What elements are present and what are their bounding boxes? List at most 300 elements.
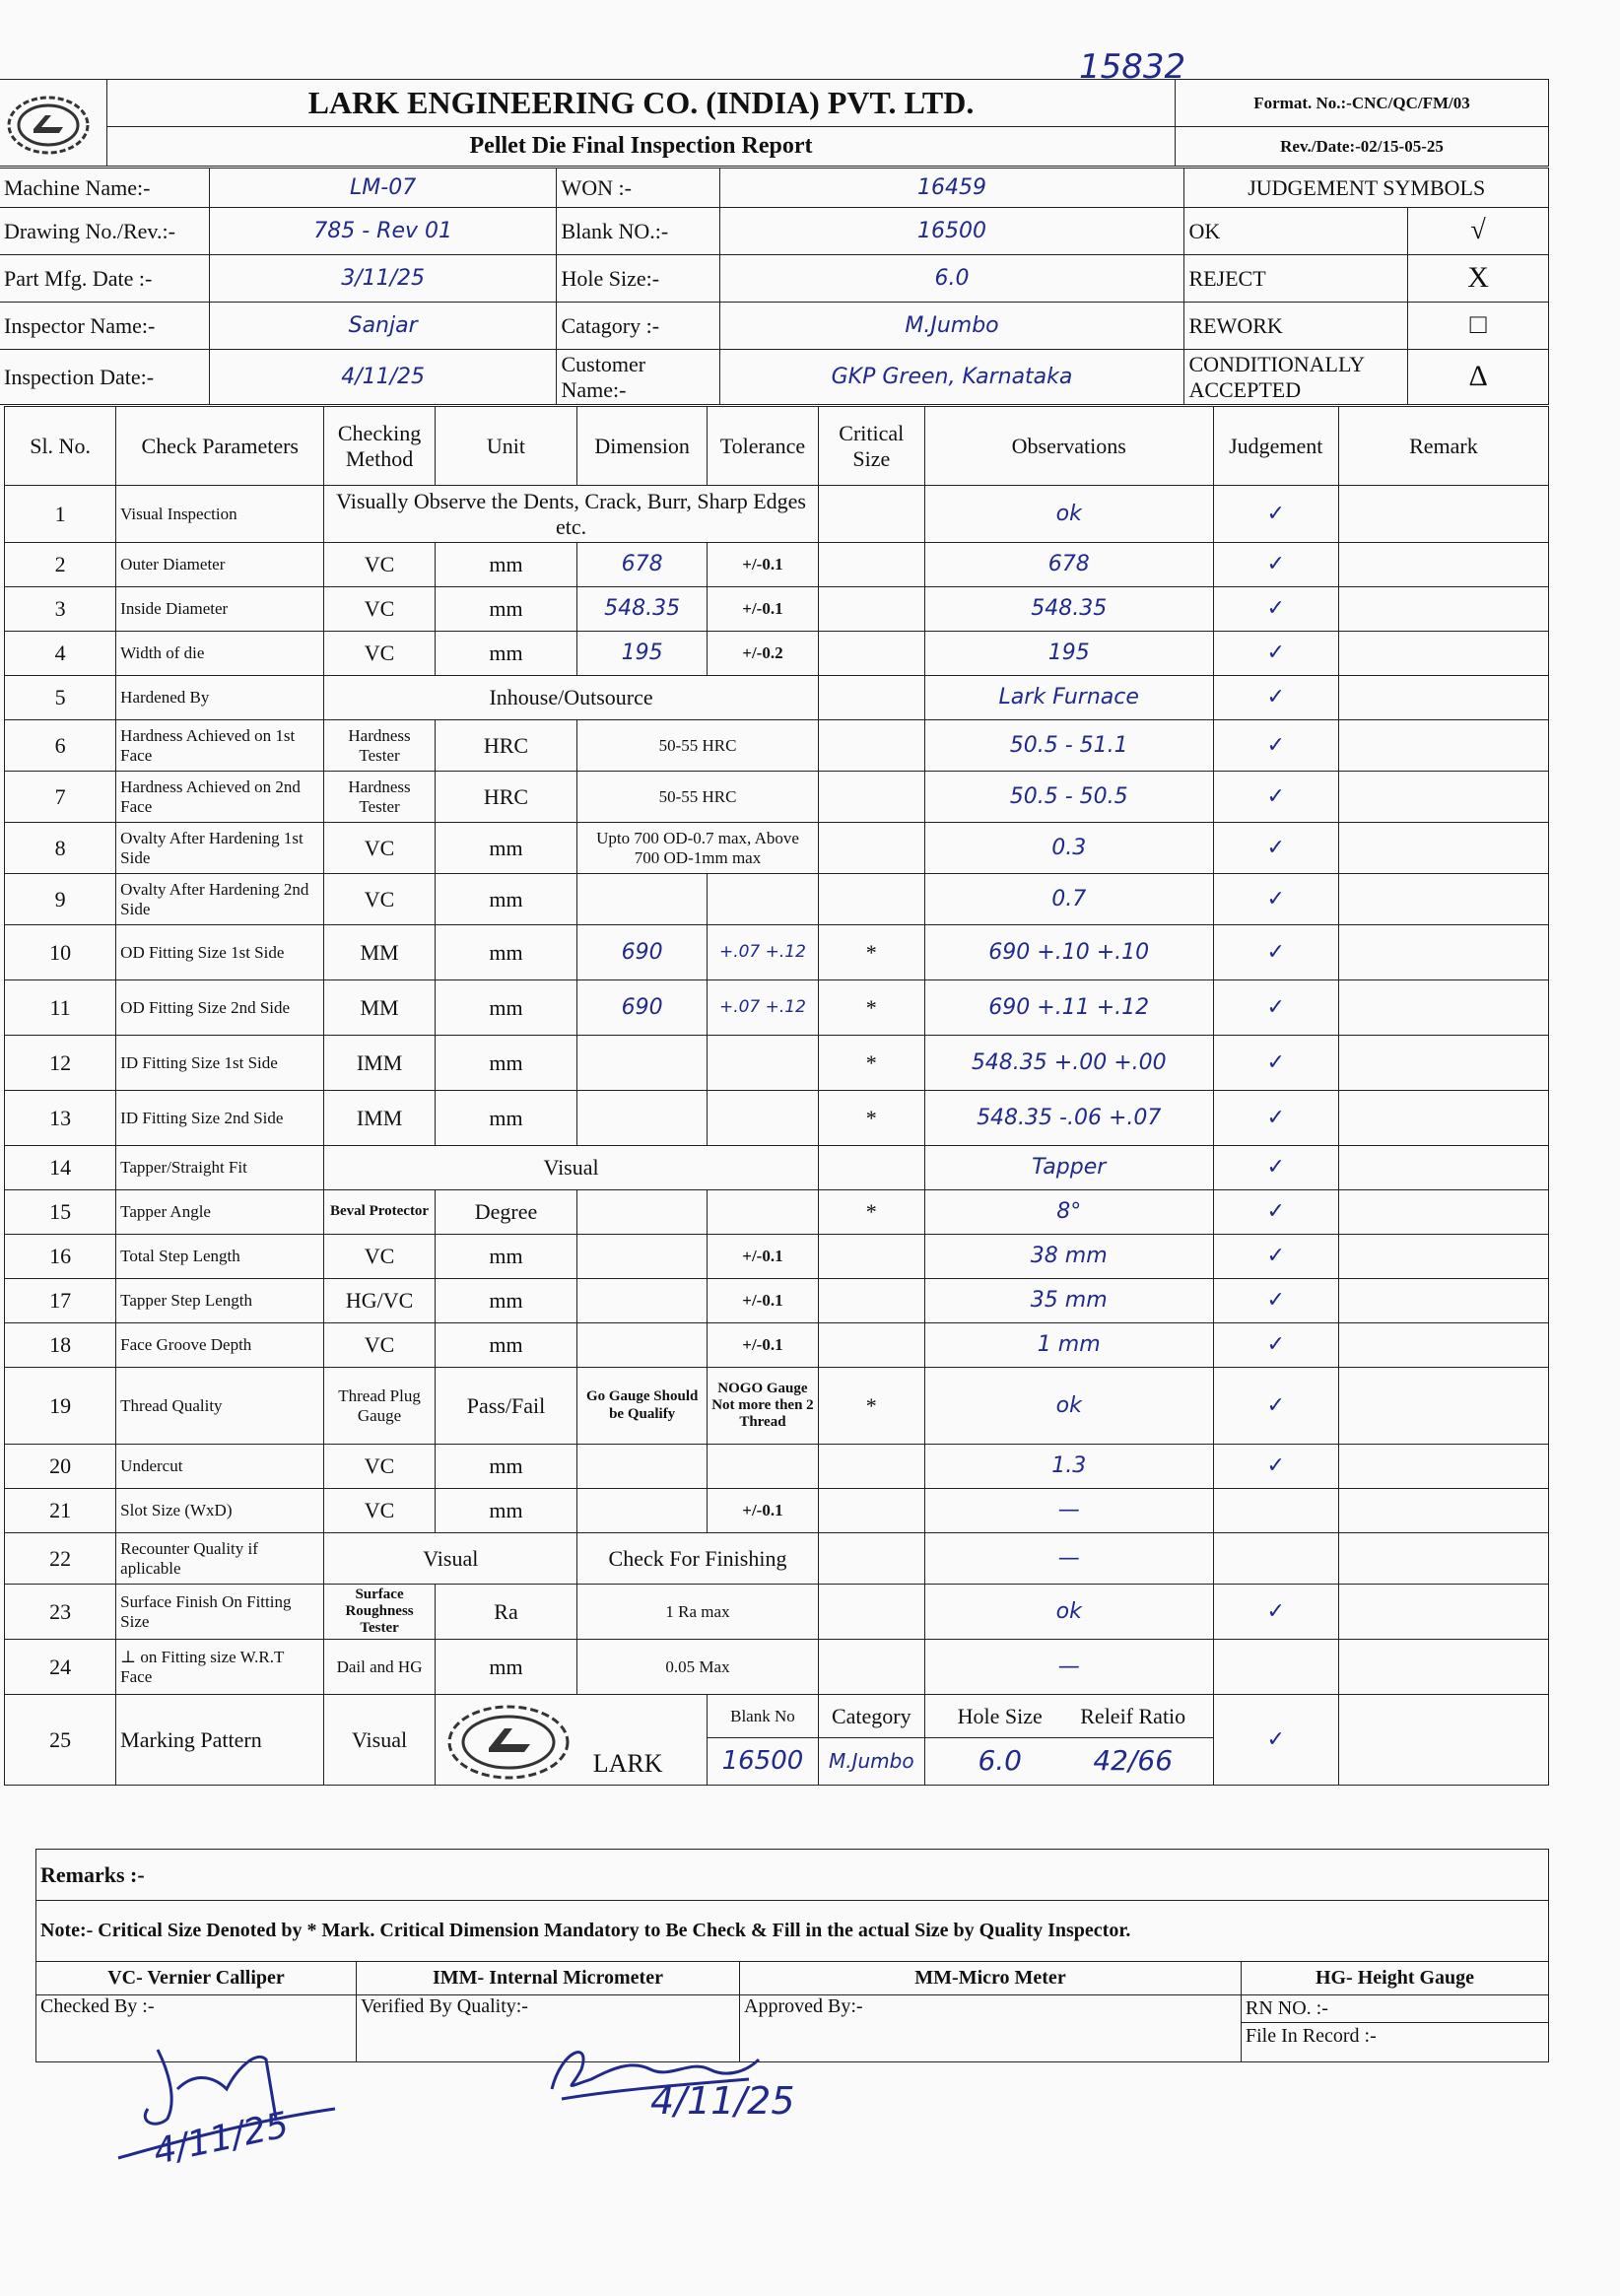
row-sl-no: 9 xyxy=(5,874,116,925)
table-row xyxy=(5,1640,1549,1695)
inspector-value: Sanjar xyxy=(209,303,557,350)
table-row xyxy=(5,1235,1549,1279)
row-critical xyxy=(818,1640,924,1695)
table-row xyxy=(5,1036,1549,1091)
judgement-symbols-title: JUDGEMENT SYMBOLS xyxy=(1184,169,1549,208)
row-observation: 38 mm xyxy=(924,1235,1213,1279)
row-checking-method: IMM xyxy=(324,1091,435,1146)
row-unit: mm xyxy=(435,925,576,980)
inspection-date-value: 4/11/25 xyxy=(209,350,557,405)
row-sl-no: 19 xyxy=(5,1368,116,1445)
inspection-date-label: Inspection Date:- xyxy=(0,350,209,405)
row-checking-method: IMM xyxy=(324,1036,435,1091)
row-remark xyxy=(1338,1489,1548,1533)
row-sl-no: 13 xyxy=(5,1091,116,1146)
category-label: Catagory :- xyxy=(557,303,719,350)
row-critical xyxy=(818,1533,924,1585)
table-row xyxy=(5,587,1549,632)
row-unit: HRC xyxy=(435,772,576,823)
verified-by-label: Verified By Quality:- xyxy=(357,1995,740,2062)
row-checking-method: VC xyxy=(324,823,435,874)
row-check-parameter: Inside Diameter xyxy=(116,587,324,632)
row-remark xyxy=(1338,720,1548,772)
row-checking-method: Dail and HG xyxy=(324,1640,435,1695)
row-observation: 678 xyxy=(924,543,1213,587)
row-checking-method: VC xyxy=(324,1445,435,1489)
row-checking-method: Thread Plug Gauge xyxy=(324,1368,435,1445)
row-unit: mm xyxy=(435,1091,576,1146)
col-remark: Remark xyxy=(1338,407,1548,486)
row-observation: 0.3 xyxy=(924,823,1213,874)
row-tolerance xyxy=(708,874,819,925)
hole-value: 6.0 xyxy=(719,255,1184,303)
row-tolerance: +/-0.1 xyxy=(708,1235,819,1279)
row-observation: ok xyxy=(924,486,1213,543)
table-row xyxy=(5,720,1549,772)
row-observation: 0.7 xyxy=(924,874,1213,925)
row-judgement: ✓ xyxy=(1213,772,1338,823)
row-critical: * xyxy=(818,980,924,1036)
row-remark xyxy=(1338,1445,1548,1489)
row-observation: ok xyxy=(924,1585,1213,1640)
row-check-parameter: Ovalty After Hardening 2nd Side xyxy=(116,874,324,925)
legend-mm: MM-Micro Meter xyxy=(740,1962,1242,1995)
marking-lark-text: LARK xyxy=(592,1749,663,1779)
table-row xyxy=(5,1279,1549,1323)
row-critical xyxy=(818,632,924,676)
row-method-span: Visual xyxy=(324,1146,818,1190)
row-unit: mm xyxy=(435,1279,576,1323)
col-check-parameters: Check Parameters xyxy=(116,407,324,486)
header-fields-table xyxy=(0,168,1549,405)
marking-remark xyxy=(1338,1695,1548,1786)
row-check-parameter: Hardened By xyxy=(116,676,324,720)
row-check-parameter: Thread Quality xyxy=(116,1368,324,1445)
row-remark xyxy=(1338,1146,1548,1190)
row-unit: mm xyxy=(435,1036,576,1091)
record-cell xyxy=(1242,1995,1549,2062)
row-check-parameter: OD Fitting Size 2nd Side xyxy=(116,980,324,1036)
judge-reject-label: REJECT xyxy=(1184,255,1408,303)
row-tolerance xyxy=(708,1445,819,1489)
row-critical xyxy=(818,1146,924,1190)
row-observation: 1.3 xyxy=(924,1445,1213,1489)
row-checking-method: VC xyxy=(324,632,435,676)
row-dimension xyxy=(577,1190,708,1235)
rn-no-label: RN NO. :- xyxy=(1242,1995,1548,2023)
legend-hg: HG- Height Gauge xyxy=(1242,1962,1549,1995)
drawing-label: Drawing No./Rev.:- xyxy=(0,208,209,255)
row-unit: mm xyxy=(435,587,576,632)
row-check-parameter: ID Fitting Size 1st Side xyxy=(116,1036,324,1091)
row-judgement: ✓ xyxy=(1213,632,1338,676)
format-no: Format. No.:-CNC/QC/FM/03 xyxy=(1176,80,1549,127)
marking-header-group xyxy=(924,1695,1213,1738)
row-check-parameter: Tapper Step Length xyxy=(116,1279,324,1323)
row-judgement: ✓ xyxy=(1213,1279,1338,1323)
row-tolerance xyxy=(708,1190,819,1235)
row-tolerance xyxy=(708,1091,819,1146)
row-unit: mm xyxy=(435,632,576,676)
row-judgement xyxy=(1213,1533,1338,1585)
row-unit: mm xyxy=(435,980,576,1036)
row-judgement xyxy=(1213,1640,1338,1695)
row-dim-tol: 0.05 Max xyxy=(577,1640,819,1695)
row-sl-no: 5 xyxy=(5,676,116,720)
row-tolerance: +/-0.2 xyxy=(708,632,819,676)
row-dimension xyxy=(577,874,708,925)
row-check-parameter: ⊥ on Fitting size W.R.T Face xyxy=(116,1640,324,1695)
row-remark xyxy=(1338,1036,1548,1091)
row-sl-no: 2 xyxy=(5,543,116,587)
row-remark xyxy=(1338,486,1548,543)
row-critical xyxy=(818,772,924,823)
inspection-table xyxy=(4,406,1549,1786)
row-sl-no: 10 xyxy=(5,925,116,980)
row-observation: 195 xyxy=(924,632,1213,676)
row-remark xyxy=(1338,1190,1548,1235)
row-checking-method: VC xyxy=(324,1235,435,1279)
row-unit: mm xyxy=(435,1235,576,1279)
table-row xyxy=(5,1445,1549,1489)
company-logo-icon xyxy=(4,94,93,157)
category-value: M.Jumbo xyxy=(719,303,1184,350)
row-remark xyxy=(1338,543,1548,587)
file-in-record-label: File In Record :- xyxy=(1246,2025,1377,2047)
row-observation: 548.35 +.00 +.00 xyxy=(924,1036,1213,1091)
row-remark xyxy=(1338,676,1548,720)
row-observation: 548.35 xyxy=(924,587,1213,632)
col-sl-no: Sl. No. xyxy=(5,407,116,486)
row-dimension xyxy=(577,1323,708,1368)
row-dim-tol: Upto 700 OD-0.7 max, Above 700 OD-1mm max xyxy=(577,823,819,874)
hole-label: Hole Size:- xyxy=(557,255,719,303)
row-observation: 690 +.10 +.10 xyxy=(924,925,1213,980)
judge-reject-symbol: X xyxy=(1408,255,1549,303)
row-judgement: ✓ xyxy=(1213,1323,1338,1368)
col-judgement: Judgement xyxy=(1213,407,1338,486)
row-sl-no: 22 xyxy=(5,1533,116,1585)
marking-logo-icon xyxy=(439,1703,587,1782)
row-sl-no: 3 xyxy=(5,587,116,632)
marking-header-relief: Releif Ratio xyxy=(1080,1703,1186,1728)
table-row xyxy=(5,1190,1549,1235)
row-judgement xyxy=(1213,1489,1338,1533)
machine-name-value: LM-07 xyxy=(209,169,557,208)
legend-vc: VC- Vernier Calliper xyxy=(36,1962,357,1995)
row-unit: mm xyxy=(435,1323,576,1368)
report-title: Pellet Die Final Inspection Report xyxy=(107,127,1176,167)
logo-cell xyxy=(0,80,107,167)
row-observation: 8° xyxy=(924,1190,1213,1235)
row-observation: 1 mm xyxy=(924,1323,1213,1368)
checked-by-label: Checked By :- xyxy=(36,1995,357,2062)
marking-value-relief: 42/66 xyxy=(1093,1744,1174,1778)
row-observation: 548.35 -.06 +.07 xyxy=(924,1091,1213,1146)
marking-header-blank: Blank No xyxy=(708,1695,819,1738)
table-row xyxy=(5,1533,1549,1585)
rev-date: Rev./Date:-02/15-05-25 xyxy=(1176,127,1549,167)
marking-param: Marking Pattern xyxy=(116,1695,324,1786)
row-dimension: 195 xyxy=(577,632,708,676)
row-judgement: ✓ xyxy=(1213,1190,1338,1235)
row-check-parameter: Recounter Quality if aplicable xyxy=(116,1533,324,1585)
row-judgement: ✓ xyxy=(1213,720,1338,772)
judge-rework-label: REWORK xyxy=(1184,303,1408,350)
row-observation: — xyxy=(924,1533,1213,1585)
row-judgement: ✓ xyxy=(1213,1146,1338,1190)
table-row xyxy=(5,1146,1549,1190)
col-observations: Observations xyxy=(924,407,1213,486)
row-check-parameter: Tapper Angle xyxy=(116,1190,324,1235)
row-judgement: ✓ xyxy=(1213,486,1338,543)
row-observation: — xyxy=(924,1640,1213,1695)
remarks-label: Remarks :- xyxy=(36,1850,1549,1901)
table-row xyxy=(5,1091,1549,1146)
row-check-parameter: Outer Diameter xyxy=(116,543,324,587)
table-row xyxy=(5,772,1549,823)
row-sl-no: 14 xyxy=(5,1146,116,1190)
row-dimension: Go Gauge Should be Qualify xyxy=(577,1368,708,1445)
table-row xyxy=(5,980,1549,1036)
row-tolerance xyxy=(708,1036,819,1091)
row-checking-method: VC xyxy=(324,874,435,925)
row-observation: 690 +.11 +.12 xyxy=(924,980,1213,1036)
marking-header-category: Category xyxy=(818,1695,924,1738)
row-critical xyxy=(818,1323,924,1368)
row-observation: 50.5 - 50.5 xyxy=(924,772,1213,823)
row-checking-method: MM xyxy=(324,980,435,1036)
row-remark xyxy=(1338,1585,1548,1640)
row-unit: mm xyxy=(435,823,576,874)
marking-logo-cell xyxy=(435,1695,707,1786)
judge-ok-label: OK xyxy=(1184,208,1408,255)
marking-method: Visual xyxy=(324,1695,435,1786)
judge-rework-symbol: □ xyxy=(1408,303,1549,350)
drawing-value: 785 - Rev 01 xyxy=(209,208,557,255)
row-judgement: ✓ xyxy=(1213,676,1338,720)
marking-row-top xyxy=(5,1695,1549,1738)
row-observation: 50.5 - 51.1 xyxy=(924,720,1213,772)
row-check-parameter: ID Fitting Size 2nd Side xyxy=(116,1091,324,1146)
row-remark xyxy=(1338,925,1548,980)
row-remark xyxy=(1338,1368,1548,1445)
row-remark xyxy=(1338,772,1548,823)
row-remark xyxy=(1338,1323,1548,1368)
row-unit: mm xyxy=(435,1489,576,1533)
part-mfg-value: 3/11/25 xyxy=(209,255,557,303)
table-row xyxy=(5,543,1549,587)
blank-label: Blank NO.:- xyxy=(557,208,719,255)
row-tolerance: +/-0.1 xyxy=(708,1323,819,1368)
row-check-parameter: Hardness Achieved on 2nd Face xyxy=(116,772,324,823)
table-row xyxy=(5,1585,1549,1640)
marking-value-hole: 6.0 xyxy=(978,1744,1022,1778)
row-checking-method: VC xyxy=(324,1489,435,1533)
row-sl-no: 15 xyxy=(5,1190,116,1235)
row-dimension xyxy=(577,1489,708,1533)
row-critical: * xyxy=(818,1190,924,1235)
row-unit: mm xyxy=(435,1445,576,1489)
row-critical xyxy=(818,543,924,587)
won-value: 16459 xyxy=(719,169,1184,208)
company-name: LARK ENGINEERING CO. (INDIA) PVT. LTD. xyxy=(107,80,1176,127)
row-unit: HRC xyxy=(435,720,576,772)
table-row xyxy=(5,1368,1549,1445)
row-checking-method: Surface Roughness Tester xyxy=(324,1585,435,1640)
row-critical xyxy=(818,823,924,874)
row-sl-no: 7 xyxy=(5,772,116,823)
row-remark xyxy=(1338,874,1548,925)
row-sl-no: 17 xyxy=(5,1279,116,1323)
judge-ok-symbol: √ xyxy=(1408,208,1549,255)
row-judgement: ✓ xyxy=(1213,823,1338,874)
row-remark xyxy=(1338,1235,1548,1279)
row-sl-no: 11 xyxy=(5,980,116,1036)
row-dimension xyxy=(577,1235,708,1279)
row-remark xyxy=(1338,1279,1548,1323)
blank-value: 16500 xyxy=(719,208,1184,255)
col-checking-method: Checking Method xyxy=(324,407,435,486)
row-unit: mm xyxy=(435,1640,576,1695)
row-tolerance: NOGO Gauge Not more then 2 Thread xyxy=(708,1368,819,1445)
row-critical xyxy=(818,1585,924,1640)
row-sl-no: 18 xyxy=(5,1323,116,1368)
row-dim-tol: 50-55 HRC xyxy=(577,772,819,823)
row-checking-method: Hardness Tester xyxy=(324,772,435,823)
judge-conditional-symbol: Δ xyxy=(1408,350,1549,405)
marking-value-blank: 16500 xyxy=(708,1738,819,1786)
row-sl-no: 12 xyxy=(5,1036,116,1091)
customer-value: GKP Green, Karnataka xyxy=(719,350,1184,405)
marking-no: 25 xyxy=(5,1695,116,1786)
table-row xyxy=(5,676,1549,720)
row-judgement: ✓ xyxy=(1213,1585,1338,1640)
row-remark xyxy=(1338,1091,1548,1146)
row-critical: * xyxy=(818,1368,924,1445)
row-check-parameter: Face Groove Depth xyxy=(116,1323,324,1368)
marking-section xyxy=(5,1695,1549,1786)
row-tolerance: +/-0.1 xyxy=(708,587,819,632)
row-check-parameter: Total Step Length xyxy=(116,1235,324,1279)
row-method-span: Inhouse/Outsource xyxy=(324,676,818,720)
row-unit: Pass/Fail xyxy=(435,1368,576,1445)
table-row xyxy=(5,874,1549,925)
row-dimension: 690 xyxy=(577,980,708,1036)
row-method-unit: Visual xyxy=(324,1533,577,1585)
row-critical xyxy=(818,1235,924,1279)
row-remark xyxy=(1338,1640,1548,1695)
row-remark xyxy=(1338,587,1548,632)
row-observation: Lark Furnace xyxy=(924,676,1213,720)
checked-by-date: 4/11/25 xyxy=(150,2105,293,2173)
col-tolerance: Tolerance xyxy=(708,407,819,486)
row-check-parameter: Hardness Achieved on 1st Face xyxy=(116,720,324,772)
table-row xyxy=(5,925,1549,980)
marking-judgement: ✓ xyxy=(1213,1695,1338,1786)
row-critical xyxy=(818,1489,924,1533)
row-critical: * xyxy=(818,1036,924,1091)
row-checking-method: VC xyxy=(324,543,435,587)
row-critical xyxy=(818,874,924,925)
machine-name-label: Machine Name:- xyxy=(0,169,209,208)
row-dimension xyxy=(577,1279,708,1323)
table-row xyxy=(5,1323,1549,1368)
row-remark xyxy=(1338,1533,1548,1585)
row-observation: 35 mm xyxy=(924,1279,1213,1323)
row-judgement: ✓ xyxy=(1213,1368,1338,1445)
inspection-rows xyxy=(5,486,1549,1695)
row-observation: — xyxy=(924,1489,1213,1533)
row-check-parameter: Width of die xyxy=(116,632,324,676)
row-sl-no: 21 xyxy=(5,1489,116,1533)
row-check-parameter: Slot Size (WxD) xyxy=(116,1489,324,1533)
note-text: Note:- Critical Size Denoted by * Mark. Critical Dimension Mandatory to Be Check & Fill in the actual Size by Quality Inspector. xyxy=(36,1901,1549,1962)
row-checking-method: VC xyxy=(324,1323,435,1368)
row-dimension: 548.35 xyxy=(577,587,708,632)
row-critical xyxy=(818,1279,924,1323)
row-tolerance: +/-0.1 xyxy=(708,1279,819,1323)
row-dimension xyxy=(577,1445,708,1489)
legend-imm: IMM- Internal Micrometer xyxy=(357,1962,740,1995)
table-row xyxy=(5,632,1549,676)
inspector-label: Inspector Name:- xyxy=(0,303,209,350)
row-critical xyxy=(818,720,924,772)
row-dimension xyxy=(577,1036,708,1091)
customer-label: Customer Name:- xyxy=(557,350,719,405)
row-unit: mm xyxy=(435,874,576,925)
table-row xyxy=(5,823,1549,874)
row-critical xyxy=(818,587,924,632)
part-mfg-label: Part Mfg. Date :- xyxy=(0,255,209,303)
row-dim-tol: Check For Finishing xyxy=(577,1533,819,1585)
row-tolerance: +.07 +.12 xyxy=(708,980,819,1036)
row-sl-no: 6 xyxy=(5,720,116,772)
row-judgement: ✓ xyxy=(1213,587,1338,632)
row-check-parameter: OD Fitting Size 1st Side xyxy=(116,925,324,980)
won-label: WON :- xyxy=(557,169,719,208)
serial-number: 15832 xyxy=(1079,47,1186,87)
row-remark xyxy=(1338,980,1548,1036)
row-remark xyxy=(1338,823,1548,874)
row-judgement: ✓ xyxy=(1213,1235,1338,1279)
row-checking-method: Hardness Tester xyxy=(324,720,435,772)
row-dim-tol: 50-55 HRC xyxy=(577,720,819,772)
col-critical-size: Critical Size xyxy=(818,407,924,486)
row-critical: * xyxy=(818,1091,924,1146)
row-checking-method: HG/VC xyxy=(324,1279,435,1323)
row-judgement: ✓ xyxy=(1213,874,1338,925)
row-judgement: ✓ xyxy=(1213,1091,1338,1146)
row-dimension xyxy=(577,1091,708,1146)
judge-conditional-label: CONDITIONALLY ACCEPTED xyxy=(1184,350,1408,405)
row-unit: Ra xyxy=(435,1585,576,1640)
row-dimension: 678 xyxy=(577,543,708,587)
row-checking-method: Beval Protector xyxy=(324,1190,435,1235)
row-dimension: 690 xyxy=(577,925,708,980)
row-checking-method: MM xyxy=(324,925,435,980)
row-remark xyxy=(1338,632,1548,676)
row-judgement: ✓ xyxy=(1213,543,1338,587)
table-row xyxy=(5,1489,1549,1533)
row-critical: * xyxy=(818,925,924,980)
header-table xyxy=(0,79,1549,167)
row-check-parameter: Tapper/Straight Fit xyxy=(116,1146,324,1190)
verified-by-date: 4/11/25 xyxy=(650,2079,795,2123)
row-sl-no: 24 xyxy=(5,1640,116,1695)
row-sl-no: 1 xyxy=(5,486,116,543)
col-dimension: Dimension xyxy=(577,407,708,486)
